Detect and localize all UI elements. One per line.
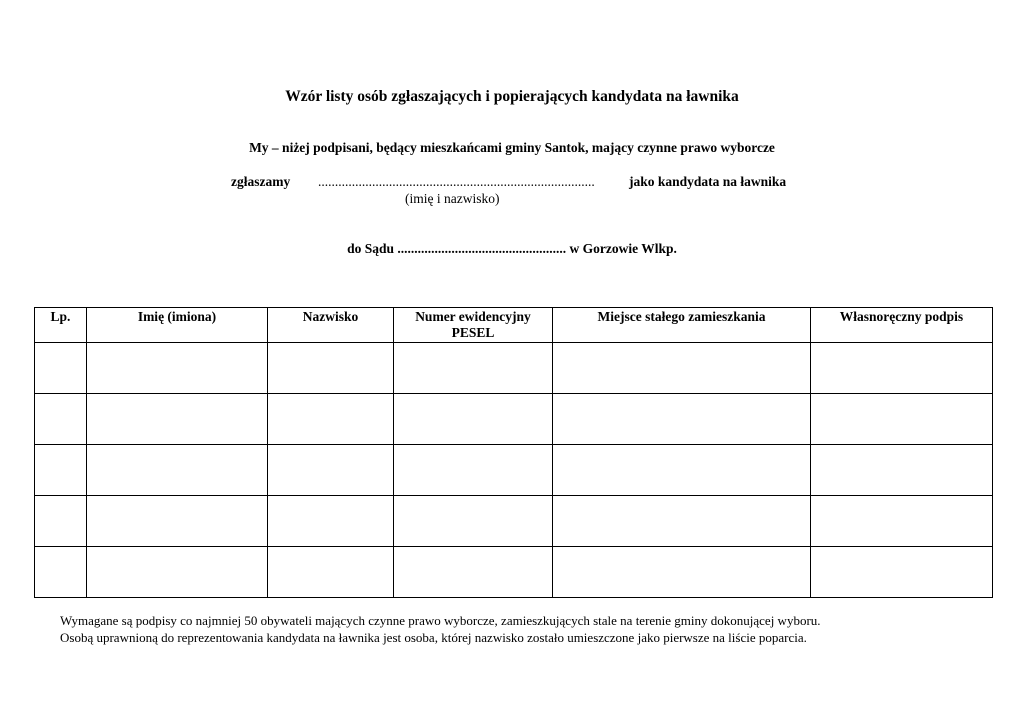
table-cell [394,445,553,496]
footnote [60,612,1000,646]
header-first-names: Imię (imiona) [87,308,268,343]
table-cell [394,496,553,547]
table-cell [811,547,993,598]
table-cell [811,496,993,547]
table-cell [394,394,553,445]
footnote-line: Osobą uprawnioną do reprezentowania kandydata na ławnika jest osoba, której nazwisko zostało umieszczone jako pierwsze na liście poparcia. [60,630,807,645]
table-cell [268,496,394,547]
name-caption: (imię i nazwisko) [405,191,500,206]
candidate-suffix: jako kandydata na ławnika [629,174,787,189]
table-cell [35,445,87,496]
header-address: Miejsce stałego zamieszkania [553,308,811,343]
table-cell [87,547,268,598]
table-cell [35,496,87,547]
signature-table [34,307,993,598]
table-row [35,496,993,547]
table-cell [87,343,268,394]
document-title: Wzór listy osób zgłaszających i popierających kandydata na ławnika [285,88,739,105]
table-row [35,445,993,496]
table-cell [87,445,268,496]
table-cell [811,445,993,496]
header-signature: Własnoręczny podpis [811,308,993,343]
table-cell [553,547,811,598]
candidate-name-field: .................................................................................. [318,174,595,189]
table-cell [394,547,553,598]
table-cell [553,394,811,445]
table-cell [553,445,811,496]
nominate-label: zgłaszamy [231,174,291,189]
court-line: do Sądu .................................................. w Gorzowie Wlkp. [347,241,677,256]
table-cell [87,394,268,445]
table-header-row [35,308,993,343]
table-row [35,343,993,394]
table-cell [811,343,993,394]
table-cell [87,496,268,547]
table-cell [553,343,811,394]
table-cell [268,547,394,598]
table-cell [35,394,87,445]
table-cell [35,547,87,598]
table-cell [268,343,394,394]
table-cell [394,343,553,394]
header-pesel: Numer ewidencyjny PESEL [394,308,553,343]
table-cell [268,394,394,445]
intro-statement: My – niżej podpisani, będący mieszkańcami gminy Santok, mający czynne prawo wyborcze [249,140,775,155]
table-cell [268,445,394,496]
header-surname: Nazwisko [268,308,394,343]
table-cell [553,496,811,547]
table-row [35,394,993,445]
footnote-line: Wymagane są podpisy co najmniej 50 obywateli mających czynne prawo wyborcze, zamieszkujących stale na terenie gminy dokonującej wyboru. [60,613,821,628]
table-cell [35,343,87,394]
header-lp: Lp. [35,308,87,343]
table-cell [811,394,993,445]
table-row [35,547,993,598]
